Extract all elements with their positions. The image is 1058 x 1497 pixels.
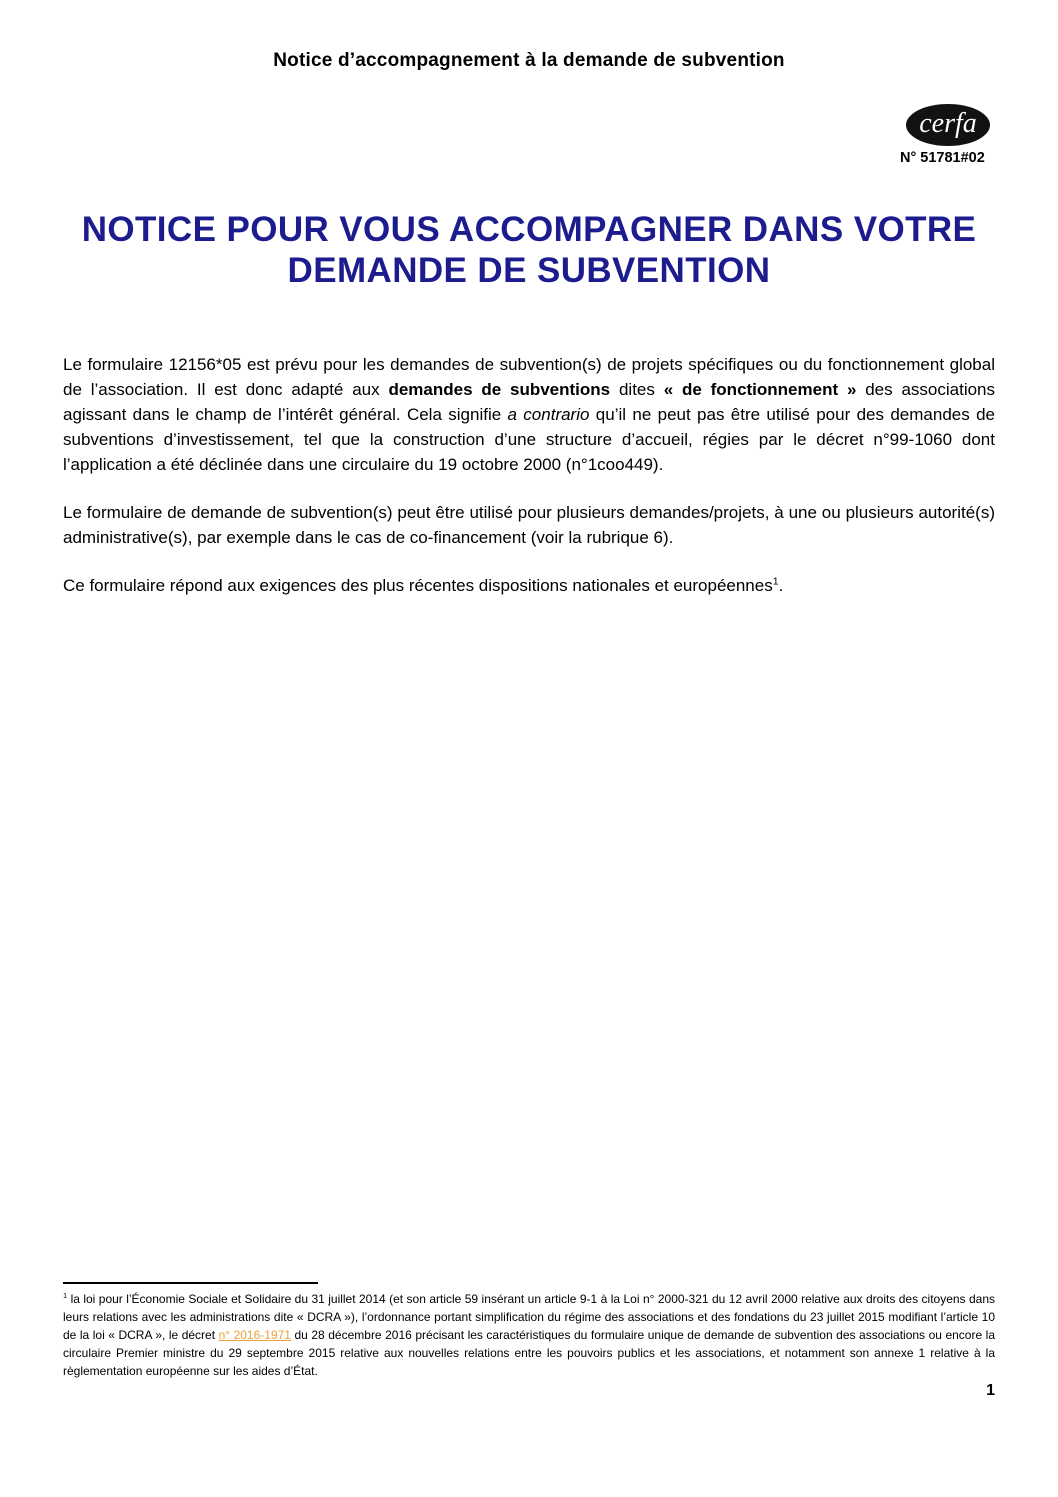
paragraph-intro-bold-fonctionnement: « de fonctionnement » [663, 380, 857, 399]
paragraph-intro-text: Le formulaire 12156*05 est prévu pour les demandes de subvention(s) de projets spécifiques ou du fonctionnement global de l’association. Il est donc adapté aux [63, 355, 995, 399]
paragraph-usage: Le formulaire de demande de subvention(s) peut être utilisé pour plusieurs demandes/projets, à une ou plusieurs autorité(s) administrative(s), par exemple dans le cas de co-financement (voir la rubrique 6). [63, 503, 995, 547]
footnote-reference: 1 [772, 575, 779, 588]
cerfa-logo-icon: cerfa [906, 104, 990, 146]
cerfa-form-number: N° 51781#02 [900, 150, 985, 166]
paragraph-dispositions-text: Ce formulaire répond aux exigences des plus récentes dispositions nationales et européennes [63, 576, 773, 595]
decree-2016-1971-link[interactable]: n° 2016-1971 [218, 1328, 291, 1342]
paragraph-dispositions [63, 573, 995, 598]
page-number: 1 [986, 1382, 995, 1399]
paragraph-intro-italic-a-contrario: a contrario [507, 405, 590, 424]
main-title-line2: DEMANDE DE SUBVENTION [287, 251, 771, 290]
paragraph-intro-bold-demandes: demandes de subventions [388, 380, 611, 399]
main-title-line1: NOTICE POUR VOUS ACCOMPAGNER DANS VOTRE [81, 210, 977, 249]
paragraph-dispositions-period: . [778, 576, 784, 595]
cerfa-block [898, 104, 998, 166]
paragraph-intro-text: des associations agissant dans le champ de l’intérêt général. Cela signifie [63, 380, 996, 424]
footnote-text-part2: du 28 décembre 2016 précisant les caractéristiques du formulaire unique de demande de subvention des associations ou encore la circulaire Premier ministre du 29 septembre 2015 relative aux nouvelles relations entre les pouvoirs publics et les associations, et notamment son annexe 1 relative à la règlementation européenne sur les aides d’État. [63, 1328, 996, 1378]
body-content [63, 352, 995, 621]
footnote-marker: 1 [63, 1291, 68, 1300]
footnote-text-part1: la loi pour l’Économie Sociale et Solidaire du 31 juillet 2014 (et son article 59 insérant un article 9-1 à la Loi n° 2000-321 du 12 avril 2000 relative aux droits des citoyens dans leurs relations avec les administrations dite « DCRA »), l’ordonnance portant simplification du régime des associations et des fondations du 23 juillet 2015 modifiant l’article 10 de la loi « DCRA », le décret [63, 1292, 995, 1342]
footnote-text [63, 1290, 995, 1380]
paragraph-intro [63, 352, 995, 477]
footnote-separator [63, 1282, 318, 1284]
document-header-title: Notice d’accompagnement à la demande de subvention [273, 50, 785, 71]
main-title [0, 209, 1058, 291]
paragraph-intro-text: dites [610, 380, 664, 399]
paragraph-intro-text: qu’il ne peut pas être utilisé pour des demandes de subventions d’investissement, tel que la construction d’une structure d’accueil, régies par le décret n°99-1060 dont l’application a été déclinée dans une circulaire du 19 octobre 2000 (n°1coo449). [63, 405, 995, 474]
footnote-area [63, 1282, 995, 1380]
